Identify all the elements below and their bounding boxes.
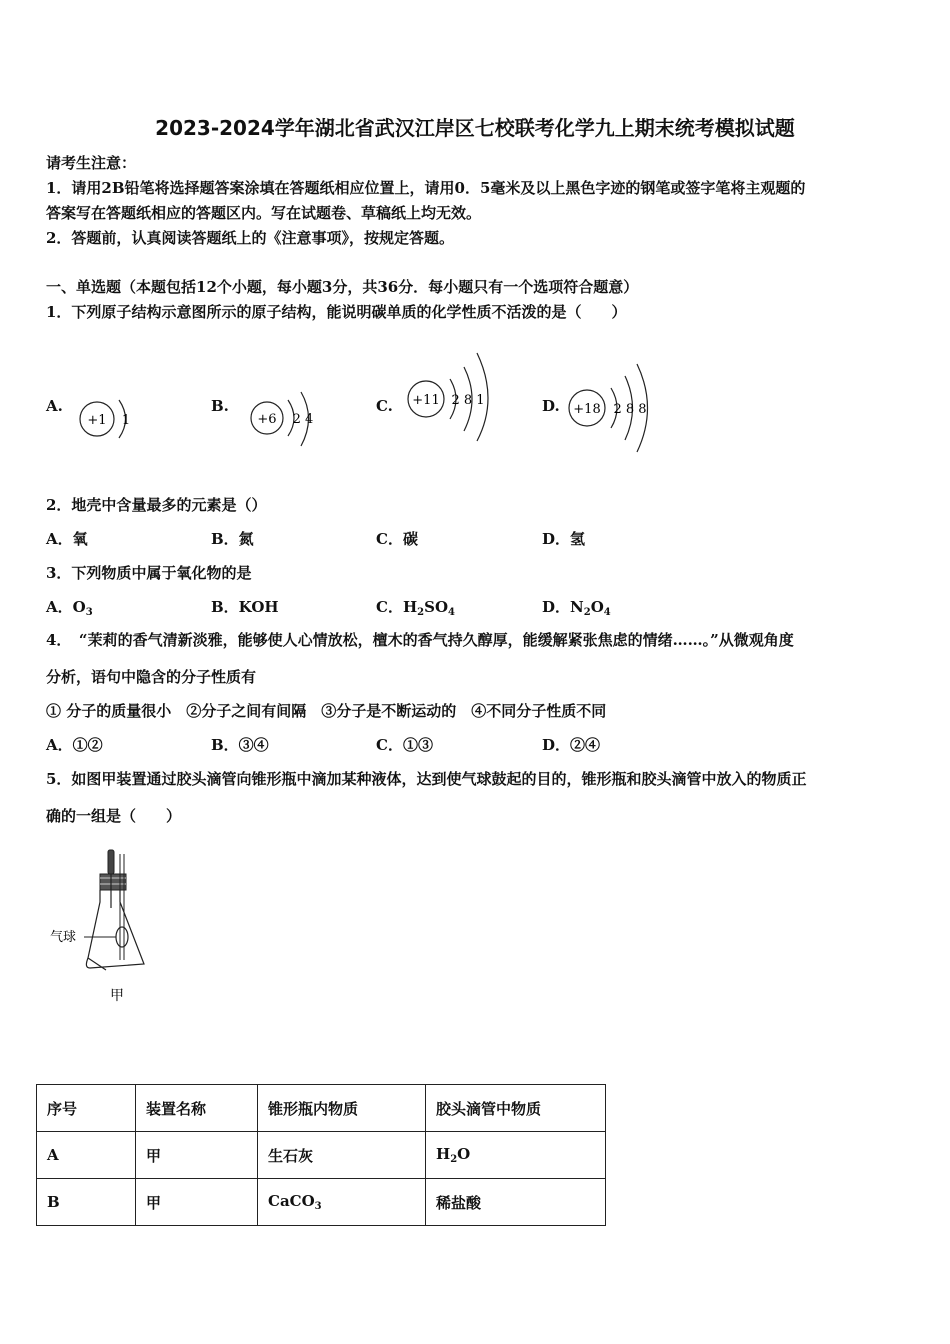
q5-apparatus-figure — [48, 840, 158, 1010]
table-cell: 甲 — [136, 1132, 258, 1179]
table-cell: $H_2O$ — [426, 1132, 606, 1179]
table-header-cell: 序号 — [37, 1085, 136, 1132]
q4-option-d: D．②④ — [542, 736, 601, 754]
table-row — [37, 1132, 606, 1179]
q4-option-a: A．①② — [46, 736, 103, 754]
nucleus-charge: +11 — [412, 393, 440, 408]
q1-atom-diagram-d — [566, 356, 656, 456]
table-header-row — [37, 1085, 606, 1132]
q4-option-b: B．③④ — [211, 736, 269, 754]
table-cell: B — [37, 1179, 136, 1226]
notice-line-2: 2．答题前，认真阅读答题纸上的《注意事项》，按规定答题。 — [46, 229, 454, 247]
rubber-stopper — [100, 874, 126, 890]
q4-statements: ① 分子的质量很小 ②分子之间有间隔 ③分子是不断运动的 ④不同分子性质不同 — [46, 702, 607, 720]
q2-option-a: A．氧 — [46, 530, 88, 548]
q1-atom-diagram-b — [248, 386, 328, 456]
nucleus-charge: +18 — [573, 402, 601, 417]
q3-option-a: A．$O_3$ — [46, 598, 93, 618]
q4-option-c: C．①③ — [376, 736, 433, 754]
q3-option-c: C．$H_2SO_4$ — [376, 598, 455, 618]
q2-option-b: B．氮 — [211, 530, 254, 548]
q1-option-d-label: D. — [542, 397, 560, 415]
figure-caption: 甲 — [110, 988, 124, 1004]
q1-option-c-label: C. — [376, 397, 393, 415]
electron-count: 2 4 — [292, 412, 314, 427]
notice-heading: 请考生注意： — [46, 154, 137, 172]
q5-stem-line-2: 确的一组是（ ） — [46, 807, 182, 825]
table-cell: 稀盐酸 — [426, 1179, 606, 1226]
flask-left-wall — [88, 890, 106, 970]
q1-option-b-label: B. — [211, 397, 229, 415]
q5-stem-line-1: 5．如图甲装置通过胶头滴管向锥形瓶中滴加某种液体，达到使气球鼓起的目的，锥形瓶和胶头滴管中放入的物质正 — [46, 770, 807, 788]
balloon-label: 气球 — [50, 930, 77, 945]
q1-atom-diagram-a — [78, 386, 138, 450]
table-cell: 生石灰 — [258, 1132, 426, 1179]
q3-option-b: B．KOH — [211, 598, 279, 616]
electron-count: 1 — [121, 413, 131, 428]
q2-option-d: D．氢 — [542, 530, 586, 548]
q1-stem: 1．下列原子结构示意图所示的原子结构，能说明碳单质的化学性质不活泼的是（ ） — [46, 303, 627, 321]
notice-line-1b: 答案写在答题纸相应的答题区内。写在试题卷、草稿纸上均无效。 — [46, 204, 482, 222]
nucleus-charge: +1 — [87, 413, 107, 428]
section-heading: 一、单选题（本题包括12个小题，每小题3分，共36分．每小题只有一个选项符合题意） — [46, 278, 639, 296]
table-cell: 甲 — [136, 1179, 258, 1226]
q3-stem: 3．下列物质中属于氧化物的是 — [46, 564, 252, 582]
q2-option-c: C．碳 — [376, 530, 418, 548]
table-cell: A — [37, 1132, 136, 1179]
q2-stem: 2．地壳中含量最多的元素是（） — [46, 496, 267, 514]
table-header-cell: 装置名称 — [136, 1085, 258, 1132]
flask-right-wall — [86, 890, 144, 968]
electron-count: 2 8 8 — [613, 402, 647, 417]
table-header-cell: 锥形瓶内物质 — [258, 1085, 426, 1132]
page-title: 2023-2024学年湖北省武汉江岸区七校联考化学九上期末统考模拟试题 — [155, 116, 795, 140]
answer-options-table — [36, 1084, 606, 1226]
dropper-bulb — [108, 850, 114, 874]
q4-stem-line-2: 分析，语句中隐含的分子性质有 — [46, 668, 257, 686]
table-cell: CaCO$_3$ — [258, 1179, 426, 1226]
electron-count: 2 8 1 — [451, 393, 485, 408]
nucleus-charge: +6 — [257, 412, 277, 427]
table-row — [37, 1179, 606, 1226]
q4-stem-line-1: 4． “茉莉的香气清新淡雅，能够使人心情放松，檀木的香气持久醇厚，能缓解紧张焦虑的情绪……。”从微观角度 — [46, 631, 794, 649]
q1-atom-diagram-c — [404, 343, 504, 443]
q1-option-a-label: A. — [46, 397, 63, 415]
notice-line-1a: 1．请用2B铅笔将选择题答案涂填在答题纸相应位置上，请用0．5毫米及以上黑色字迹的钢笔或签字笔将主观题的 — [46, 179, 806, 197]
table-header-cell: 胶头滴管中物质 — [426, 1085, 606, 1132]
q3-option-d: D．$N_2O_4$ — [542, 598, 611, 618]
balloon — [116, 927, 128, 947]
